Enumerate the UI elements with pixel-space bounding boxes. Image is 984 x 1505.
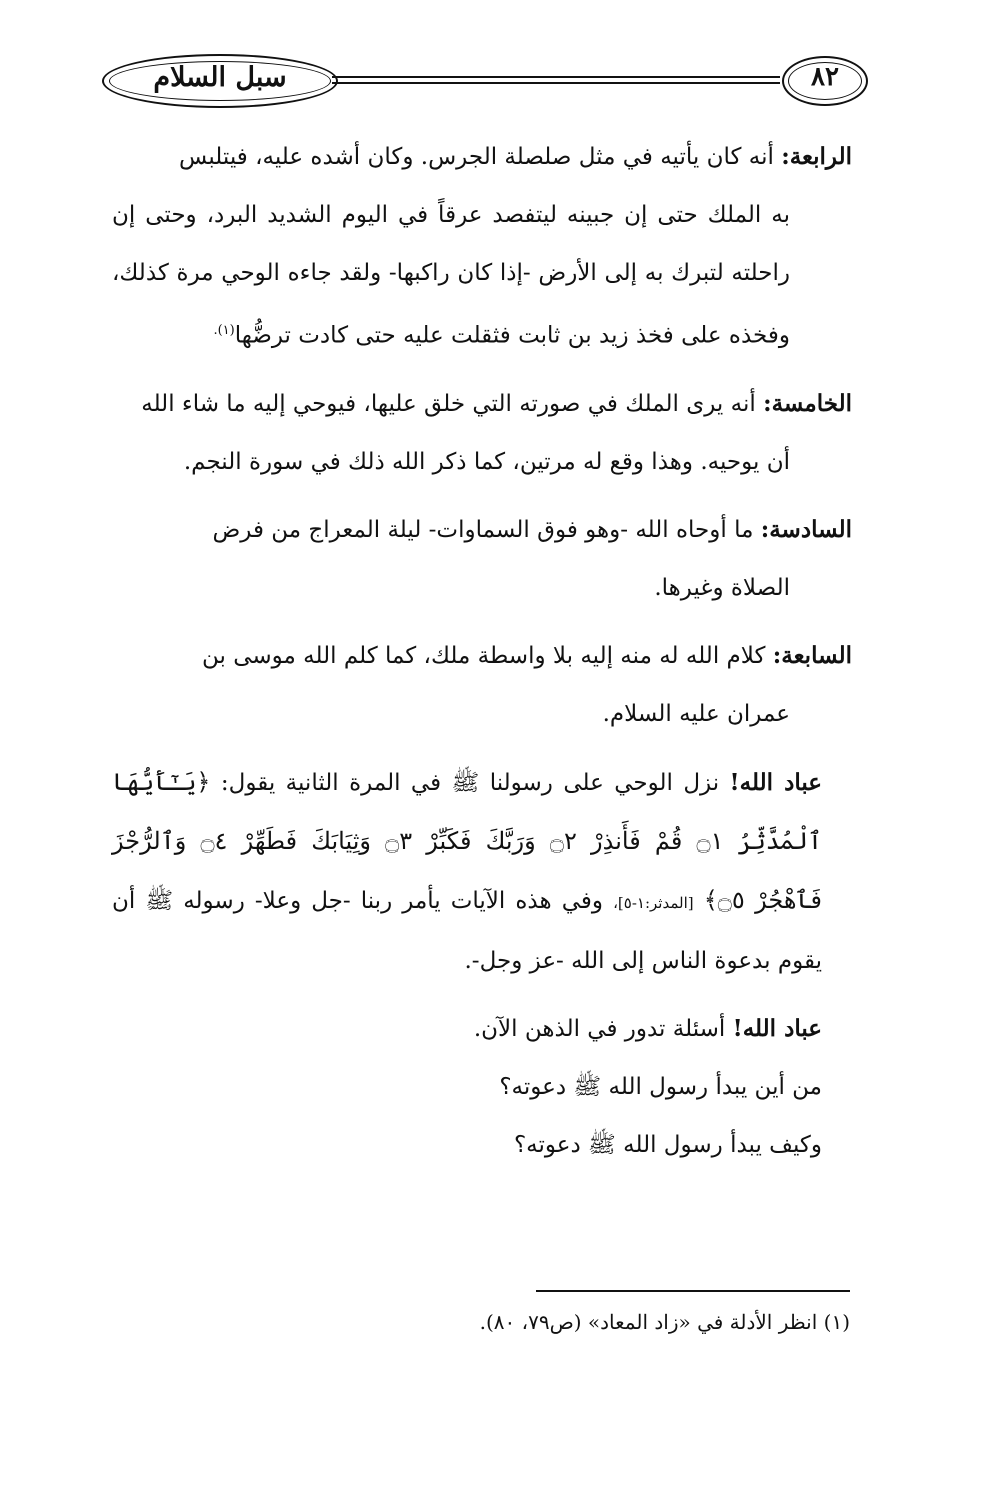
paragraph-label: الرابعة:: [781, 143, 852, 170]
paragraph-text: الصلاة وغيرها.: [654, 574, 790, 601]
paragraph-text: أنه كان يأتيه في مثل صلصلة الجرس. وكان أشده عليه، فيتلبس: [179, 144, 774, 170]
paragraph-label: الخامسة:: [763, 389, 852, 417]
header-rule: [332, 76, 780, 78]
paragraph-revelation: [112, 753, 852, 990]
page-number: ٨٢: [811, 62, 839, 92]
verse-reference: [المدثر:١-٥]،: [613, 893, 694, 912]
question-line: وكيف يبدأ رسول الله ﷺ دعوته؟: [513, 1131, 822, 1158]
quran-verse: ﴿يَـٰٓأَيُّهَا ٱلْمُدَّثِّرُ ۝١ قُمْ فَأَنذِرْ ۝٢ وَرَبَّكَ فَكَبِّرْ ۝٣ وَثِيَابَكَ فَطَهِّرْ ۝٤ وَٱلرُّجْزَ فَٱهْجُرْ ۝٥﴾: [112, 767, 823, 914]
paragraph-text: به الملك حتى إن جبينه ليتفصد عرقاً في اليوم الشديد البرد، وحتى إن راحلته لتبرك به إلى الأرض -إذا كان راكبها- ولقد جاءه الوحي مرة كذلك، وفخذه على فخذ زيد بن ثابت فثقلت عليه حتى كادت ترضُّها: [112, 202, 790, 349]
paragraph-questions-intro: [112, 1000, 852, 1058]
paragraph-text: أنه يرى الملك في صورته التي خلق عليها، فيوحي إليه ما شاء الله: [141, 390, 756, 417]
paragraph-text: أن يوحيه. وهذا وقع له مرتين، كما ذكر الله ذلك في سورة النجم.: [183, 448, 790, 475]
paragraph-text: كلام الله له منه إليه بلا واسطة ملك، كما كلم الله موسى بن: [201, 642, 766, 669]
paragraph-label: عباد الله!: [732, 1014, 822, 1042]
paragraph-seventh: [112, 627, 852, 743]
paragraph-text: ما أوحاه الله -وهو فوق السماوات- ليلة المعراج من فرض: [212, 516, 754, 543]
footnote-marker: (١).: [213, 323, 235, 338]
paragraph-text: أسئلة تدور في الذهن الآن.: [473, 1015, 726, 1042]
header-rule: [332, 82, 780, 84]
paragraph-label: السادسة:: [760, 515, 852, 543]
question-line: من أين يبدأ رسول الله ﷺ دعوته؟: [499, 1073, 822, 1100]
page-header: [100, 50, 870, 112]
paragraph-fifth: [112, 375, 852, 491]
paragraph-sixth: [112, 501, 852, 617]
paragraph-text: وفي هذه الآيات يأمر ربنا -جل وعلا- رسوله ﷺ أن يقوم بدعوة الناس إلى الله -عز وجل-.: [112, 887, 822, 974]
paragraph-text: نزل الوحي على رسولنا ﷺ في المرة الثانية يقول:: [220, 769, 720, 796]
paragraph-fourth: [112, 128, 852, 365]
book-title: سبل السلام: [153, 62, 287, 93]
body-text: [112, 128, 852, 1174]
paragraph-label: السابعة:: [772, 641, 852, 669]
paragraph-text: عمران عليه السلام.: [602, 700, 790, 727]
paragraph-label: عباد الله!: [729, 768, 823, 796]
footnote: (١) انظر الأدلة في «زاد المعاد» (ص٧٩، ٨٠).: [479, 1310, 850, 1334]
footnote-rule: [536, 1290, 850, 1292]
